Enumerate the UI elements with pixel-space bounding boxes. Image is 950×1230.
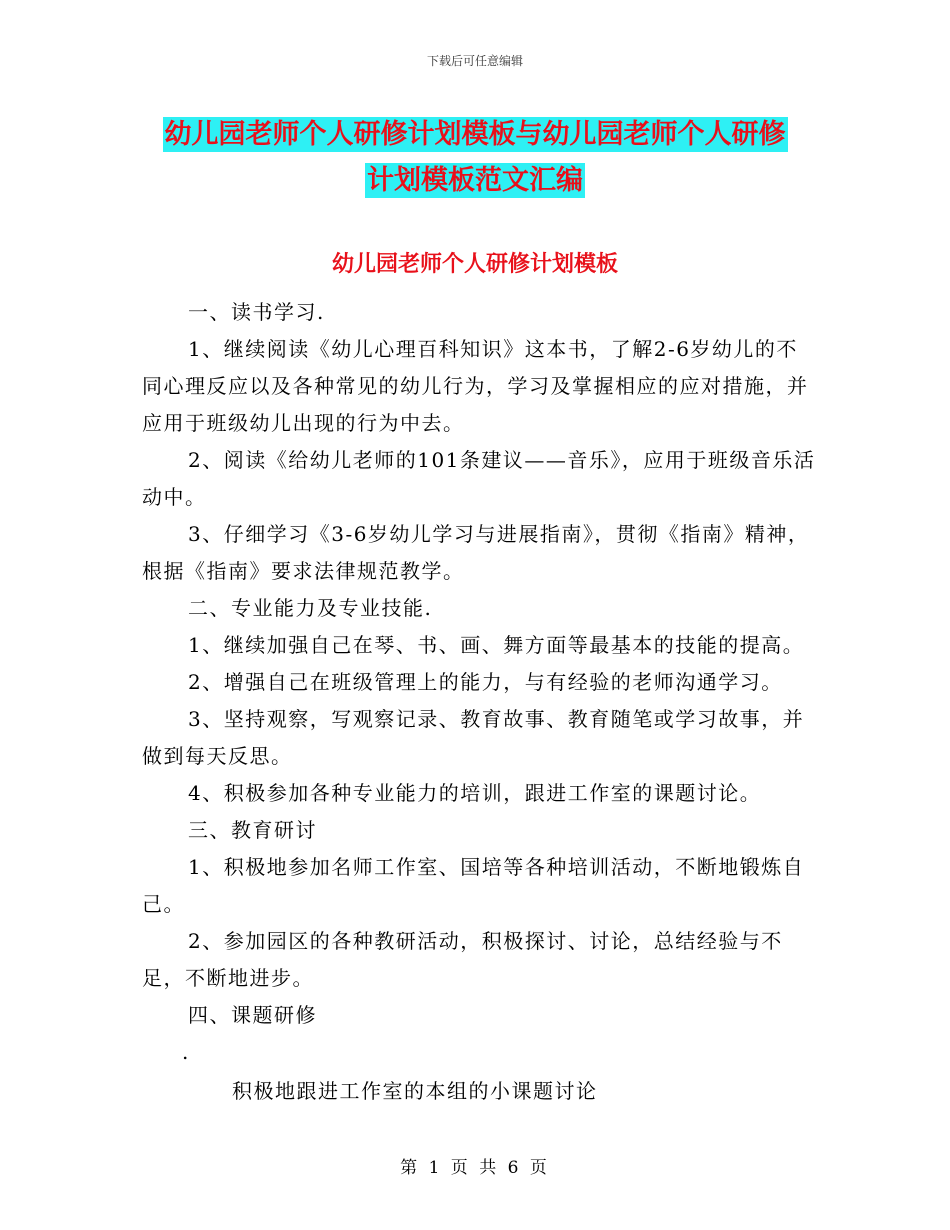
- paragraph-research-1: 1、积极地参加名师工作室、国培等各种培训活动，不断地锻炼自己。: [142, 855, 805, 916]
- section-subtitle: 幼儿园老师个人研修计划模板: [331, 252, 618, 277]
- document-title-line-2: [0, 158, 950, 197]
- paragraph-skills-4: 4、积极参加各种专业能力的培训，跟进工作室的课题讨论。: [188, 781, 762, 805]
- paragraph-reading-2: 2、阅读《给幼儿老师的101条建议——音乐》，应用于班级音乐活动中。: [142, 448, 816, 509]
- paragraph-reading-1: 1、继续阅读《幼儿心理百科知识》这本书，了解2-6岁幼儿的不同心理反应以及各种常见的幼儿行为，学习及掌握相应的应对措施，并应用于班级幼儿出现的行为中去。: [142, 337, 809, 435]
- section-heading-research: 三、教育研讨: [188, 818, 317, 842]
- paragraph-skills-2: 2、增强自己在班级管理上的能力，与有经验的老师沟通学习。: [188, 670, 783, 694]
- paragraph-reading-3: 3、仔细学习《3-6岁幼儿学习与进展指南》，贯彻《指南》精神，根据《指南》要求法律规范教学。: [142, 522, 810, 583]
- document-title-line-2-text: 计划模板范文汇编: [367, 165, 583, 196]
- stray-period: .: [182, 1040, 190, 1064]
- section-heading-topic: 四、课题研修: [188, 1003, 317, 1027]
- paragraph-skills-3: 3、坚持观察，写观察记录、教育故事、教育随笔或学习故事，并做到每天反思。: [142, 707, 805, 768]
- header-note: 下载后可任意编辑: [426, 54, 523, 68]
- paragraph-research-2: 2、参加园区的各种教研活动，积极探讨、讨论，总结经验与不足，不断地进步。: [142, 929, 783, 990]
- section-heading-skills: 二、专业能力及专业技能.: [188, 596, 433, 620]
- document-title-line-1: [0, 112, 950, 151]
- document-body: [142, 294, 818, 1110]
- page-footer: 第 1 页 共 6 页: [400, 1158, 550, 1178]
- paragraph-topic-1: 积极地跟进工作室的本组的小课题讨论: [232, 1079, 598, 1103]
- paragraph-skills-1: 1、继续加强自己在琴、书、画、舞方面等最基本的技能的提高。: [188, 633, 805, 657]
- document-title-line-1-text: 幼儿园老师个人研修计划模板与幼儿园老师个人研修: [164, 119, 786, 150]
- section-heading-reading: 一、读书学习.: [188, 300, 325, 324]
